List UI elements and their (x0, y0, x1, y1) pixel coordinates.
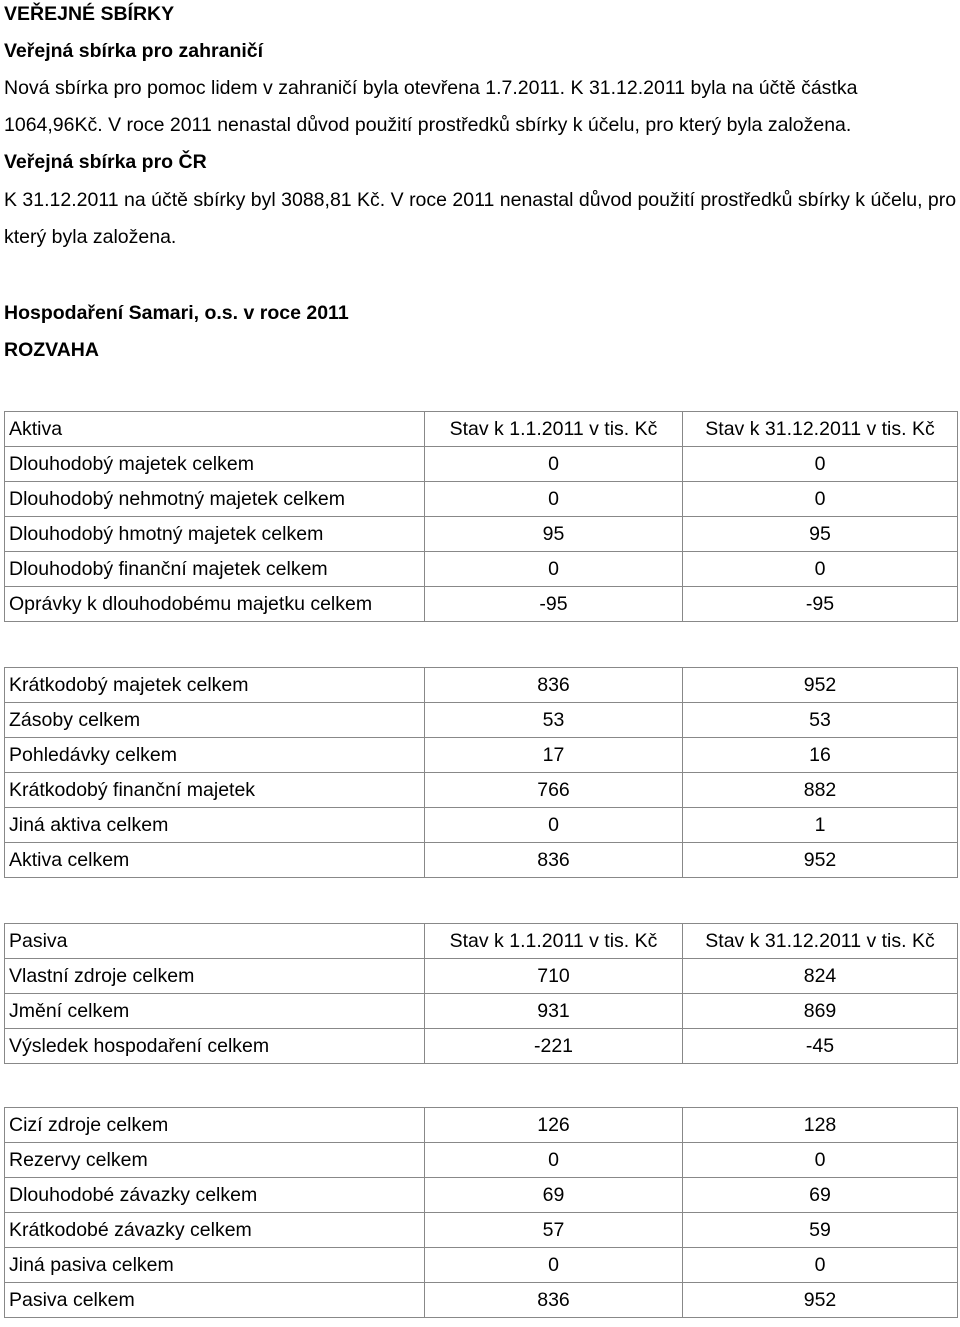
table-cell-value: 126 (425, 1108, 683, 1143)
table-cell-value: 59 (683, 1213, 958, 1248)
table-row (5, 517, 958, 552)
table-cell-value: 95 (683, 517, 958, 552)
table-cell-label: Zásoby celkem (5, 703, 425, 738)
table-cell-value: -221 (425, 1029, 683, 1064)
paragraph-zahranici: Nová sbírka pro pomoc lidem v zahraničí byla otevřena 1.7.2011. K 31.12.2011 byla na účtě částka 1064,96Kč. V roce 2011 nenastal důvod použití prostředků sbírky k účelu, pro který byla založena. (4, 77, 858, 136)
table-cell-value: 882 (683, 773, 958, 808)
table-row (5, 587, 958, 622)
table-cell-value: 0 (683, 482, 958, 517)
table-row (5, 1108, 958, 1143)
table-cell-label: Pasiva celkem (5, 1283, 425, 1318)
section-title-cr: Veřejná sbírka pro ČR (4, 151, 207, 173)
table-cell-value: 836 (425, 843, 683, 878)
table-pasiva-vlastni (4, 923, 958, 1064)
table-cell-value: -45 (683, 1029, 958, 1064)
table-row (5, 959, 958, 994)
table-cell-value: 0 (425, 482, 683, 517)
table-cell-value: 0 (683, 1143, 958, 1178)
table-row (5, 1029, 958, 1064)
table-cell-value: 0 (683, 552, 958, 587)
table-cell-value: 0 (683, 1248, 958, 1283)
table-row (5, 808, 958, 843)
table-cell-value: 0 (425, 552, 683, 587)
table-row (5, 1283, 958, 1318)
table-cell-value: Stav k 1.1.2011 v tis. Kč (425, 924, 683, 959)
table-cell-value: -95 (683, 587, 958, 622)
table-cell-value: 0 (425, 1248, 683, 1283)
table-cell-value: Stav k 31.12.2011 v tis. Kč (683, 924, 958, 959)
section-title-rozvaha: ROZVAHA (4, 339, 99, 361)
table-cell-label: Jiná pasiva celkem (5, 1248, 425, 1283)
table-cell-value: 1 (683, 808, 958, 843)
section-title-zahranici: Veřejná sbírka pro zahraničí (4, 40, 264, 62)
table-row (5, 482, 958, 517)
table-cell-value: 836 (425, 1283, 683, 1318)
table-cell-value: 53 (683, 703, 958, 738)
table-cell-value: 0 (425, 1143, 683, 1178)
table-cell-value: 766 (425, 773, 683, 808)
table-cell-label: Pasiva (5, 924, 425, 959)
table-row (5, 994, 958, 1029)
table-cell-value: Stav k 1.1.2011 v tis. Kč (425, 412, 683, 447)
table-row (5, 1213, 958, 1248)
table-pasiva-cizi (4, 1107, 958, 1318)
table-row (5, 668, 958, 703)
table-cell-label: Rezervy celkem (5, 1143, 425, 1178)
table-aktiva-kratkodobe (4, 667, 958, 878)
table-cell-value: 952 (683, 843, 958, 878)
table-cell-value: 69 (425, 1178, 683, 1213)
table-cell-value: 836 (425, 668, 683, 703)
table-row (5, 773, 958, 808)
table-cell-label: Oprávky k dlouhodobému majetku celkem (5, 587, 425, 622)
table-row (5, 447, 958, 482)
table-row (5, 703, 958, 738)
table-cell-label: Vlastní zdroje celkem (5, 959, 425, 994)
table-cell-value: 869 (683, 994, 958, 1029)
table-cell-value: 53 (425, 703, 683, 738)
table-cell-label: Cizí zdroje celkem (5, 1108, 425, 1143)
table-cell-label: Dlouhodobý nehmotný majetek celkem (5, 482, 425, 517)
table-row (5, 552, 958, 587)
table-header-row (5, 924, 958, 959)
page-title: VEŘEJNÉ SBÍRKY (4, 3, 175, 25)
table-cell-label: Dlouhodobý majetek celkem (5, 447, 425, 482)
table-row (5, 1248, 958, 1283)
table-cell-value: 0 (425, 447, 683, 482)
table-cell-label: Dlouhodobé závazky celkem (5, 1178, 425, 1213)
table-cell-label: Dlouhodobý hmotný majetek celkem (5, 517, 425, 552)
table-aktiva-dlouhodobe (4, 411, 958, 622)
table-row (5, 1143, 958, 1178)
table-cell-value: 128 (683, 1108, 958, 1143)
table-cell-label: Krátkodobý majetek celkem (5, 668, 425, 703)
table-cell-value: 0 (683, 447, 958, 482)
table-row (5, 1178, 958, 1213)
table-row (5, 738, 958, 773)
table-cell-value: 69 (683, 1178, 958, 1213)
table-cell-value: Stav k 31.12.2011 v tis. Kč (683, 412, 958, 447)
table-cell-label: Aktiva (5, 412, 425, 447)
table-cell-value: -95 (425, 587, 683, 622)
table-cell-label: Pohledávky celkem (5, 738, 425, 773)
table-cell-value: 710 (425, 959, 683, 994)
table-cell-label: Dlouhodobý finanční majetek celkem (5, 552, 425, 587)
table-cell-label: Krátkodobé závazky celkem (5, 1213, 425, 1248)
table-cell-label: Jiná aktiva celkem (5, 808, 425, 843)
table-cell-label: Aktiva celkem (5, 843, 425, 878)
table-cell-value: 952 (683, 1283, 958, 1318)
table-row (5, 843, 958, 878)
table-cell-value: 0 (425, 808, 683, 843)
table-cell-value: 16 (683, 738, 958, 773)
table-cell-value: 952 (683, 668, 958, 703)
paragraph-cr: K 31.12.2011 na účtě sbírky byl 3088,81 Kč. V roce 2011 nenastal důvod použití prostředků sbírky k účelu, pro který byla založena. (4, 189, 957, 248)
table-cell-label: Krátkodobý finanční majetek (5, 773, 425, 808)
table-cell-value: 95 (425, 517, 683, 552)
table-cell-value: 57 (425, 1213, 683, 1248)
section-title-hospodareni: Hospodaření Samari, o.s. v roce 2011 (4, 302, 349, 324)
table-cell-label: Jmění celkem (5, 994, 425, 1029)
table-cell-value: 931 (425, 994, 683, 1029)
table-cell-value: 824 (683, 959, 958, 994)
table-header-row (5, 412, 958, 447)
table-cell-value: 17 (425, 738, 683, 773)
table-cell-label: Výsledek hospodaření celkem (5, 1029, 425, 1064)
